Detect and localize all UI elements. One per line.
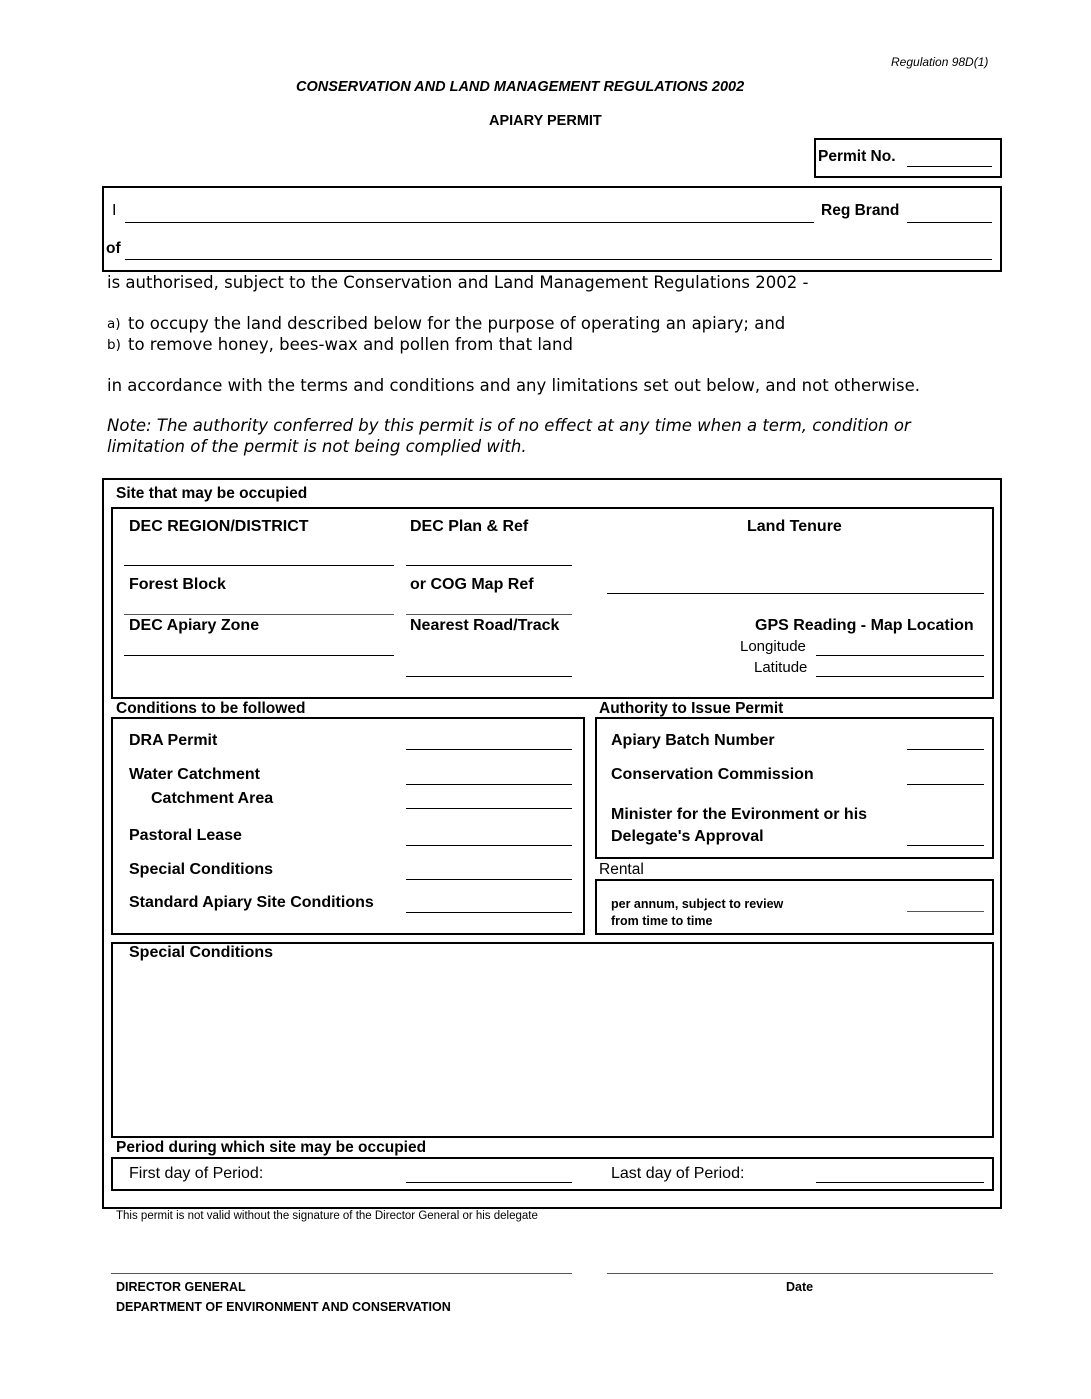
rental-field[interactable] [907,911,984,912]
item-b-marker: b) [107,337,121,353]
commission-field[interactable] [907,784,984,785]
nearest-road-label: Nearest Road/Track [410,617,560,634]
forest-block-label: Forest Block [129,576,226,593]
date-label: Date [786,1280,814,1294]
reg-brand-field[interactable] [907,222,992,223]
period-section-heading: Period during which site may be occupied [116,1139,427,1156]
applicant-name-field[interactable] [125,222,814,223]
cog-map-field[interactable] [406,614,572,615]
permit-number-label: Permit No. [818,148,896,165]
longitude-field[interactable] [816,655,984,656]
rental-line-1: per annum, subject to review [611,897,784,911]
water-catchment-label: Water Catchment [129,766,260,783]
standard-conditions-label: Standard Apiary Site Conditions [129,894,374,911]
conditions-section-heading: Conditions to be followed [116,700,306,717]
applicant-address-label: of [106,240,121,257]
dec-region-field[interactable] [124,565,394,566]
validity-note: This permit is not valid without the signature of the Director General or his delegate [116,1210,538,1222]
apiary-zone-field[interactable] [124,655,394,656]
director-general-label: DIRECTOR GENERAL [116,1280,246,1294]
director-signature-line[interactable] [111,1273,572,1274]
first-day-field[interactable] [406,1182,572,1183]
forest-block-field[interactable] [124,614,394,615]
special-conditions-heading: Special Conditions [129,944,274,961]
pastoral-lease-label: Pastoral Lease [129,827,242,844]
gps-label: GPS Reading - Map Location [755,617,974,634]
land-tenure-field[interactable] [607,593,984,594]
document-title: CONSERVATION AND LAND MANAGEMENT REGULATIONS 2002 [296,79,745,95]
dec-plan-field[interactable] [406,565,572,566]
permit-number-field[interactable] [907,166,992,167]
last-day-label: Last day of Period: [611,1165,745,1182]
rental-section-heading: Rental [599,861,644,878]
item-a-marker: a) [107,316,121,332]
dec-plan-label: DEC Plan & Ref [410,518,529,535]
special-conditions-label: Special Conditions [129,861,274,878]
latitude-label: Latitude [754,659,808,676]
authority-section-heading: Authority to Issue Permit [599,700,784,717]
item-a-text: to occupy the land described below for the purpose of operating an apiary; and [128,314,786,333]
catchment-area-field[interactable] [406,808,572,809]
dec-region-label: DEC REGION/DISTRICT [129,518,309,535]
pastoral-lease-field[interactable] [406,845,572,846]
latitude-field[interactable] [816,676,984,677]
special-conditions-field[interactable] [406,879,572,880]
regulation-reference: Regulation 98D(1) [891,55,989,69]
date-signature-line[interactable] [607,1273,993,1274]
land-tenure-label: Land Tenure [747,518,842,535]
catchment-area-label: Catchment Area [151,790,274,807]
applicant-address-field[interactable] [125,259,992,260]
first-day-label: First day of Period: [129,1165,264,1182]
commission-label: Conservation Commission [611,766,814,783]
standard-conditions-field[interactable] [406,912,572,913]
dra-permit-label: DRA Permit [129,732,218,749]
rental-line-2: from time to time [611,914,713,928]
nearest-road-field[interactable] [406,676,572,677]
applicant-name-label: I [112,202,117,219]
dra-permit-field[interactable] [406,749,572,750]
note-line-2: limitation of the permit is not being complied with. [107,437,527,456]
item-b-text: to remove honey, bees-wax and pollen from that land [128,335,573,354]
accordance-text: in accordance with the terms and conditions and any limitations set out below, and not otherwise. [107,376,920,395]
batch-number-field[interactable] [907,749,984,750]
batch-number-label: Apiary Batch Number [611,732,775,749]
permit-title: APIARY PERMIT [489,113,602,129]
minister-approval-field[interactable] [907,845,984,846]
note-line-1: Note: The authority conferred by this permit is of no effect at any time when a term, condition or [107,416,911,435]
special-conditions-box[interactable] [111,942,994,1138]
reg-brand-label: Reg Brand [821,202,900,219]
authorisation-intro: is authorised, subject to the Conservation and Land Management Regulations 2002 - [107,273,809,292]
longitude-label: Longitude [740,638,806,655]
apiary-zone-label: DEC Apiary Zone [129,617,260,634]
department-label: DEPARTMENT OF ENVIRONMENT AND CONSERVATION [116,1300,451,1314]
minister-label-line-1: Minister for the Evironment or his [611,806,868,823]
site-section-heading: Site that may be occupied [116,485,308,502]
last-day-field[interactable] [816,1182,984,1183]
cog-map-label: or COG Map Ref [410,576,534,593]
minister-label-line-2: Delegate's Approval [611,828,764,845]
water-catchment-field[interactable] [406,784,572,785]
